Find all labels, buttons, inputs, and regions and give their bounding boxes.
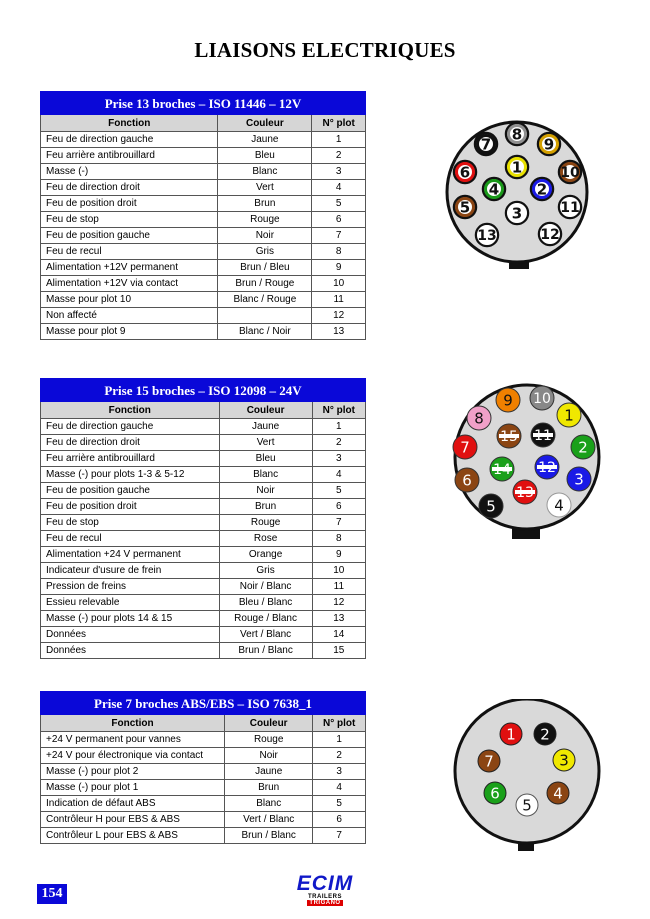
cell-fonction: Indication de défaut ABS: [41, 796, 225, 812]
connector-pin-5: [479, 494, 503, 518]
pin-label: 4: [488, 180, 500, 199]
cell-plot: 3: [313, 764, 366, 780]
pin-label: 10: [533, 391, 551, 407]
cell-couleur: Rouge: [219, 515, 312, 531]
cell-plot: 11: [312, 292, 366, 308]
cell-couleur: Jaune: [218, 132, 312, 148]
cell-fonction: Feu de position gauche: [41, 483, 220, 499]
cell-couleur: Bleu: [219, 451, 312, 467]
cell-couleur: Blanc / Noir: [218, 324, 312, 340]
cell-couleur: Rouge: [225, 732, 313, 748]
pin-label: 1: [564, 406, 574, 425]
table-caption: Prise 15 broches – ISO 12098 – 24V: [41, 379, 366, 402]
table-row: [41, 435, 366, 451]
pin-label: 15: [500, 429, 518, 445]
cell-fonction: Feu de position droit: [41, 196, 218, 212]
cell-couleur: Jaune: [219, 419, 312, 435]
cell-fonction: Masse (-): [41, 164, 218, 180]
page-title: LIAISONS ELECTRIQUES: [194, 38, 456, 62]
cell-fonction: Alimentation +24 V permanent: [41, 547, 220, 563]
connector-pin-8: [467, 406, 491, 430]
cell-fonction: Données: [41, 643, 220, 659]
cell-plot: 6: [312, 499, 365, 515]
cell-fonction: Alimentation +12V permanent: [41, 260, 218, 276]
cell-couleur: Blanc / Rouge: [218, 292, 312, 308]
cell-couleur: Vert / Blanc: [225, 812, 313, 828]
connector-pin-2: [531, 178, 553, 200]
cell-couleur: [218, 308, 312, 324]
pin-label: 5: [522, 796, 532, 815]
header-plot: N° plot: [312, 115, 366, 132]
pin-label: 6: [459, 163, 471, 182]
connector-pin-2: [534, 723, 556, 745]
table-row: [41, 828, 366, 844]
cell-fonction: Feu de stop: [41, 212, 218, 228]
cell-fonction: Pression de freins: [41, 579, 220, 595]
table-row: [41, 627, 366, 643]
connector-pin-11: [559, 196, 581, 218]
table-row: [41, 483, 366, 499]
table-caption: Prise 13 broches – ISO 11446 – 12V: [41, 92, 366, 115]
cell-fonction: Feu arrière antibrouillard: [41, 148, 218, 164]
table-row: [41, 748, 366, 764]
connector-pin-6: [484, 782, 506, 804]
cell-fonction: Feu de stop: [41, 515, 220, 531]
pin-label: 3: [574, 470, 584, 489]
cell-couleur: Brun / Rouge: [218, 276, 312, 292]
pin-label: 10: [560, 165, 580, 181]
cell-couleur: Blanc: [219, 467, 312, 483]
pin-label: 14: [493, 462, 511, 478]
logo-subtext: TRAILERS TRIGANO: [308, 894, 342, 906]
table-row: [41, 531, 366, 547]
pin-label: 6: [462, 471, 472, 490]
cell-couleur: Noir: [225, 748, 313, 764]
connector-pin-2: [571, 435, 595, 459]
table-row: [41, 796, 366, 812]
connector-pin-7: [475, 133, 497, 155]
table-row: [41, 292, 366, 308]
pin-label: 6: [490, 784, 500, 803]
cell-fonction: Feu de direction droit: [41, 435, 220, 451]
cell-fonction: Masse (-) pour plots 1-3 & 5-12: [41, 467, 220, 483]
logo-text: ECIM: [296, 872, 354, 895]
pin-label: 5: [459, 198, 471, 217]
cell-couleur: Brun: [218, 196, 312, 212]
connector-13-pin-diagram: [437, 118, 597, 272]
header-couleur: Couleur: [225, 715, 313, 732]
cell-plot: 8: [312, 531, 365, 547]
table-caption: Prise 7 broches ABS/EBS – ISO 7638_1: [41, 692, 366, 715]
page-number: 154: [37, 884, 67, 904]
table-body: [41, 419, 366, 659]
cell-plot: 9: [312, 260, 366, 276]
table-row: [41, 228, 366, 244]
connector-pin-13: [476, 224, 498, 246]
table-row: [41, 212, 366, 228]
cell-couleur: Brun: [225, 780, 313, 796]
cell-plot: 14: [312, 627, 365, 643]
pin-label: 8: [474, 409, 484, 428]
table-row: [41, 164, 366, 180]
cell-plot: 5: [312, 483, 365, 499]
pin-label: 1: [506, 725, 516, 744]
connector-pin-1: [500, 723, 522, 745]
cell-couleur: Brun / Blanc: [225, 828, 313, 844]
header-fonction: Fonction: [41, 115, 218, 132]
pin-label: 2: [536, 180, 548, 199]
cell-couleur: Blanc: [218, 164, 312, 180]
cell-couleur: Blanc: [225, 796, 313, 812]
table-row: [41, 515, 366, 531]
cell-fonction: Contrôleur H pour EBS & ABS: [41, 812, 225, 828]
cell-plot: 8: [312, 244, 366, 260]
table-row: [41, 764, 366, 780]
table-row: [41, 611, 366, 627]
cell-fonction: Feu de recul: [41, 244, 218, 260]
cell-couleur: Noir: [218, 228, 312, 244]
cell-plot: 1: [312, 132, 366, 148]
cell-couleur: Vert: [218, 180, 312, 196]
table-row: [41, 499, 366, 515]
cell-plot: 7: [312, 228, 366, 244]
cell-couleur: Jaune: [225, 764, 313, 780]
connector-pin-6: [455, 468, 479, 492]
cell-plot: 11: [312, 579, 365, 595]
table-row: [41, 308, 366, 324]
connector-pin-14: [490, 457, 514, 481]
connector-pin-13: [513, 480, 537, 504]
cell-plot: 13: [312, 611, 365, 627]
connector-15-pin-diagram: [447, 383, 607, 539]
pin-label: 2: [540, 725, 550, 744]
cell-fonction: +24 V pour électronique via contact: [41, 748, 225, 764]
connector-pin-3: [553, 749, 575, 771]
table-row: [41, 547, 366, 563]
cell-fonction: Données: [41, 627, 220, 643]
connector-pin-8: [506, 123, 528, 145]
header-fonction: Fonction: [41, 715, 225, 732]
connector-pin-10: [559, 161, 581, 183]
header-couleur: Couleur: [218, 115, 312, 132]
pin-label: 11: [534, 428, 552, 444]
connector-key-notch: [512, 529, 540, 539]
table-body: [41, 132, 366, 340]
table-row: [41, 244, 366, 260]
table-row: [41, 324, 366, 340]
cell-fonction: +24 V permanent pour vannes: [41, 732, 225, 748]
cell-fonction: Masse (-) pour plot 2: [41, 764, 225, 780]
cell-fonction: Feu de direction droit: [41, 180, 218, 196]
connector-pin-5: [516, 794, 538, 816]
cell-couleur: Noir / Blanc: [219, 579, 312, 595]
pin-label: 2: [578, 438, 588, 457]
cell-couleur: Noir: [219, 483, 312, 499]
table-row: [41, 148, 366, 164]
connector-pin-3: [506, 202, 528, 224]
cell-couleur: Vert: [219, 435, 312, 451]
connector-pin-1: [506, 156, 528, 178]
connector-pin-7: [453, 435, 477, 459]
cell-fonction: Feu de position gauche: [41, 228, 218, 244]
connector-pin-10: [530, 386, 554, 410]
table-13-pin: [40, 91, 366, 340]
cell-plot: 1: [312, 419, 365, 435]
pin-label: 4: [553, 784, 563, 803]
connector-pin-6: [454, 161, 476, 183]
cell-plot: 2: [312, 435, 365, 451]
cell-plot: 15: [312, 643, 365, 659]
pin-label: 7: [484, 752, 494, 771]
cell-fonction: Feu de position droit: [41, 499, 220, 515]
cell-plot: 5: [313, 796, 366, 812]
cell-plot: 3: [312, 164, 366, 180]
table-15-pin: [40, 378, 366, 659]
connector-pin-12: [539, 223, 561, 245]
pin-label: 4: [554, 496, 564, 515]
connector-pin-9: [538, 133, 560, 155]
cell-couleur: Bleu / Blanc: [219, 595, 312, 611]
table-row: [41, 451, 366, 467]
connector-pin-12: [535, 455, 559, 479]
cell-fonction: Masse pour plot 9: [41, 324, 218, 340]
cell-plot: 3: [312, 451, 365, 467]
table-row: [41, 276, 366, 292]
cell-plot: 10: [312, 563, 365, 579]
cell-couleur: Rouge: [218, 212, 312, 228]
cell-couleur: Rouge / Blanc: [219, 611, 312, 627]
connector-pin-1: [557, 403, 581, 427]
connector-pin-3: [567, 467, 591, 491]
table-row: [41, 732, 366, 748]
cell-plot: 12: [312, 595, 365, 611]
cell-fonction: Alimentation +12V via contact: [41, 276, 218, 292]
connector-pin-7: [478, 750, 500, 772]
cell-couleur: Bleu: [218, 148, 312, 164]
table-7-pin: [40, 691, 366, 844]
table-row: [41, 780, 366, 796]
cell-fonction: Non affecté: [41, 308, 218, 324]
cell-plot: 6: [313, 812, 366, 828]
table-row: [41, 196, 366, 212]
table-row: [41, 812, 366, 828]
cell-fonction: Masse pour plot 10: [41, 292, 218, 308]
pin-label: 7: [480, 135, 492, 154]
table-row: [41, 180, 366, 196]
connector-pin-15: [497, 424, 521, 448]
pin-label: 9: [543, 135, 555, 154]
cell-fonction: Contrôleur L pour EBS & ABS: [41, 828, 225, 844]
table-row: [41, 563, 366, 579]
cell-couleur: Brun: [219, 499, 312, 515]
cell-fonction: Feu de direction gauche: [41, 132, 218, 148]
cell-plot: 4: [312, 467, 365, 483]
cell-plot: 13: [312, 324, 366, 340]
cell-couleur: Orange: [219, 547, 312, 563]
cell-couleur: Gris: [218, 244, 312, 260]
connector-pin-9: [496, 388, 520, 412]
cell-couleur: Vert / Blanc: [219, 627, 312, 643]
pin-label: 12: [538, 460, 556, 476]
cell-couleur: Gris: [219, 563, 312, 579]
pin-label: 13: [477, 228, 497, 244]
cell-plot: 1: [313, 732, 366, 748]
pin-label: 9: [503, 391, 513, 410]
table-row: [41, 419, 366, 435]
connector-pin-4: [547, 782, 569, 804]
pin-label: 3: [511, 204, 523, 223]
connector-body: [455, 699, 599, 843]
connector-pin-4: [547, 493, 571, 517]
cell-plot: 4: [312, 180, 366, 196]
table-row: [41, 132, 366, 148]
cell-plot: 2: [312, 148, 366, 164]
cell-couleur: Rose: [219, 531, 312, 547]
header-plot: N° plot: [313, 715, 366, 732]
cell-plot: 10: [312, 276, 366, 292]
table-row: [41, 260, 366, 276]
cell-couleur: Brun / Bleu: [218, 260, 312, 276]
connector-pin-5: [454, 196, 476, 218]
pin-label: 1: [511, 158, 523, 177]
pin-label: 7: [460, 438, 470, 457]
table-body: [41, 732, 366, 844]
cell-plot: 9: [312, 547, 365, 563]
cell-fonction: Feu arrière antibrouillard: [41, 451, 220, 467]
cell-fonction: Feu de recul: [41, 531, 220, 547]
cell-fonction: Indicateur d'usure de frein: [41, 563, 220, 579]
pin-label: 5: [486, 497, 496, 516]
cell-plot: 12: [312, 308, 366, 324]
pin-label: 3: [559, 751, 569, 770]
cell-plot: 7: [312, 515, 365, 531]
cell-plot: 5: [312, 196, 366, 212]
header-fonction: Fonction: [41, 402, 220, 419]
cell-fonction: Masse (-) pour plots 14 & 15: [41, 611, 220, 627]
cell-plot: 2: [313, 748, 366, 764]
cell-fonction: Feu de direction gauche: [41, 419, 220, 435]
table-row: [41, 579, 366, 595]
cell-plot: 6: [312, 212, 366, 228]
cell-fonction: Masse (-) pour plot 1: [41, 780, 225, 796]
cell-fonction: Essieu relevable: [41, 595, 220, 611]
table-row: [41, 643, 366, 659]
pin-label: 13: [516, 485, 534, 501]
header-couleur: Couleur: [219, 402, 312, 419]
pin-label: 11: [560, 200, 580, 216]
header-plot: N° plot: [312, 402, 365, 419]
pin-label: 8: [511, 125, 523, 144]
cell-plot: 4: [313, 780, 366, 796]
connector-pin-4: [483, 178, 505, 200]
cell-couleur: Brun / Blanc: [219, 643, 312, 659]
cell-plot: 7: [313, 828, 366, 844]
pin-label: 12: [540, 227, 560, 243]
connector-7-pin-diagram: [447, 699, 607, 851]
connector-pin-11: [531, 423, 555, 447]
table-row: [41, 467, 366, 483]
table-row: [41, 595, 366, 611]
brand-logo: [290, 874, 360, 904]
